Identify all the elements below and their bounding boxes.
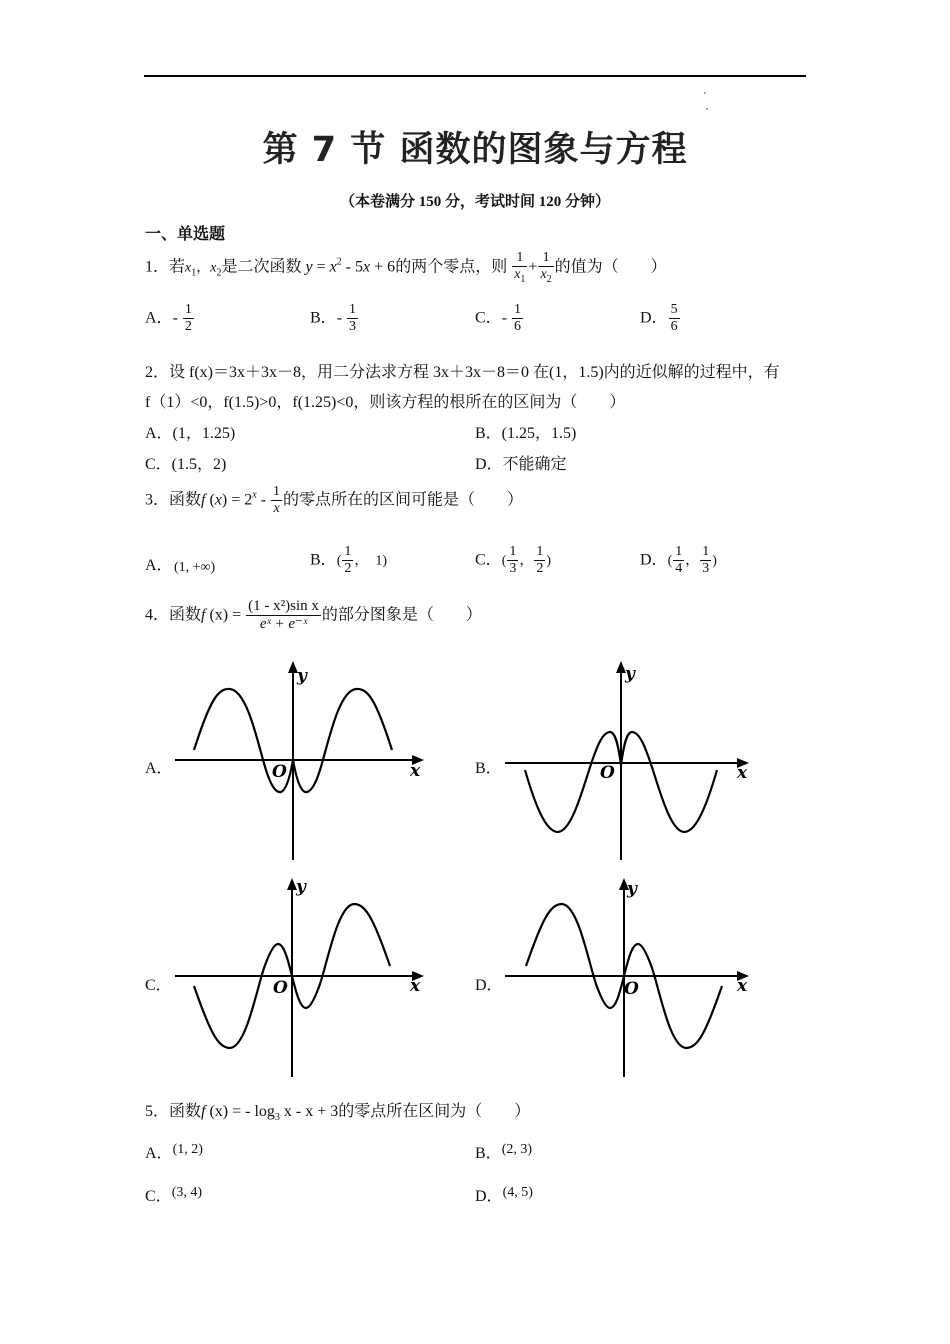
- q3-minus: -: [256, 491, 271, 509]
- q2-line-1: 2．设 f(x)＝3x＋3x－8，用二分法求方程 3x＋3x－8＝0 在(1，1.5)内的近似解的过程中，有: [145, 364, 780, 381]
- axis-label-y: y: [627, 879, 637, 899]
- q4-eq: (x) =: [205, 606, 246, 624]
- question-4: [145, 598, 482, 634]
- q1-x2-sub: 2: [216, 267, 222, 279]
- q3-option-a: (1, +∞): [174, 560, 216, 575]
- q1-text-end: 的值为（ ）: [554, 258, 667, 276]
- question-1: [145, 250, 667, 286]
- question-5: [145, 1098, 530, 1123]
- q1-text-mid: 是二次函数: [221, 258, 302, 276]
- q1-func-rest: - 5: [341, 258, 364, 276]
- q4-frac: $\frac{\text{(1 - x²)sin x}}{\text{eˣ + e⁻ˣ}}$: [248, 598, 319, 633]
- axis-label-x: x: [737, 763, 748, 783]
- q1-frac-2: $\frac{1}{x_2}$: [540, 250, 552, 286]
- q2-option-b: B．(1.25，1.5): [475, 425, 577, 442]
- q3-option-a-label: A．: [145, 557, 173, 574]
- q1-func-eq: =: [312, 258, 330, 276]
- q5-f: f: [201, 1103, 206, 1120]
- q4-option-b: B．: [475, 760, 502, 777]
- q1-x1: x: [185, 260, 192, 276]
- q4-option-d: D．: [475, 977, 503, 994]
- q4-option-a: A．: [145, 760, 173, 777]
- graph-b: [500, 655, 760, 865]
- graph-c: [170, 872, 430, 1082]
- q5-option-a: A．(1, 2): [145, 1142, 203, 1162]
- q1-func-y: y: [305, 258, 313, 276]
- q3-x: x: [214, 491, 222, 509]
- page-subtitle: （本卷满分 150 分，考试时间 120 分钟）: [339, 194, 610, 210]
- q4-num: 4．函数: [145, 606, 202, 624]
- q5-formula-body: (x) = - log: [205, 1103, 275, 1120]
- q1-option-d: D． $\frac{5}{6}$: [640, 302, 678, 335]
- axis-label-y: y: [625, 664, 635, 684]
- q5-num: 5．函数: [145, 1103, 202, 1120]
- section-heading: 一、单选题: [145, 226, 226, 243]
- decor-dot: [706, 108, 708, 110]
- axis-label-y: y: [296, 877, 306, 897]
- q3-sup: x: [252, 489, 257, 501]
- q5-formula-tail: x - x + 3: [279, 1103, 339, 1120]
- q5-option-d: D．(4, 5): [475, 1185, 533, 1205]
- q1-option-a: A．- $\frac{1}{2}$: [145, 302, 192, 335]
- page-title: 第 7 节 函数的图象与方程: [262, 130, 688, 170]
- q1-func-sup: 2: [336, 256, 342, 268]
- q2-option-c: C．(1.5，2): [145, 456, 227, 473]
- q3-f: f: [201, 491, 206, 509]
- q4-option-c: C．: [145, 977, 172, 994]
- q3-num: 3．函数: [145, 491, 202, 509]
- q5-text-end: 的零点所在区间为（ ）: [338, 1103, 531, 1120]
- q1-frac-1: $\frac{1}{x_1}$: [514, 250, 526, 286]
- q1-plus: +: [528, 258, 538, 276]
- q4-f: f: [201, 606, 206, 624]
- q2-option-a: A．(1，1.25): [145, 425, 236, 442]
- q1-func-x2: x: [363, 258, 371, 276]
- origin-label: O: [600, 763, 615, 783]
- q1-func-x: x: [329, 258, 337, 276]
- axis-label-y: y: [297, 666, 307, 686]
- header-rule: [144, 75, 806, 77]
- q1-option-b: B．- $\frac{1}{3}$: [310, 302, 357, 335]
- q3-option-b: B．( $\frac{1}{2}$ ， 1): [310, 544, 388, 577]
- q1-comma: ，: [196, 260, 211, 276]
- q2-line-2: f（1）<0，f(1.5)>0，f(1.25)<0，则该方程的根所在的区间为（ ）: [145, 394, 626, 411]
- q2-option-d: D．不能确定: [475, 456, 567, 473]
- q3-lp: (: [205, 491, 215, 509]
- q1-func-tail: + 6: [370, 258, 396, 276]
- axis-label-x: x: [410, 976, 421, 996]
- decor-dot: [704, 92, 706, 94]
- q1-x1-sub: 1: [191, 267, 197, 279]
- q5-option-c: C．(3, 4): [145, 1185, 203, 1205]
- q1-text-mid2: 的两个零点，则: [395, 258, 508, 276]
- origin-label: O: [272, 762, 287, 782]
- q3-option-d: D．( $\frac{1}{4}$ ， $\frac{1}{3}$ ): [640, 544, 717, 577]
- q5-formula-sub: 3: [274, 1112, 280, 1123]
- q3-rp: ) = 2: [221, 491, 253, 509]
- axis-label-x: x: [410, 761, 421, 781]
- origin-label: O: [273, 978, 288, 998]
- graph-d: [500, 872, 760, 1082]
- q3-text-end: 的零点所在的区间可能是（ ）: [283, 491, 524, 509]
- question-3: [145, 484, 523, 517]
- graph-a: [170, 655, 430, 865]
- axis-label-x: x: [737, 976, 748, 996]
- q1-num: 1．若: [145, 258, 186, 276]
- q4-text-end: 的部分图象是（ ）: [321, 606, 482, 624]
- q3-option-c: C．( $\frac{1}{3}$ ， $\frac{1}{2}$ ): [475, 544, 552, 577]
- q3-frac: $\frac{1}{x}$: [273, 484, 281, 517]
- q1-option-c: C．- $\frac{1}{6}$: [475, 302, 522, 335]
- q1-x2: x: [210, 260, 217, 276]
- origin-label: O: [624, 979, 639, 999]
- q5-option-b: B．(2, 3): [475, 1142, 533, 1162]
